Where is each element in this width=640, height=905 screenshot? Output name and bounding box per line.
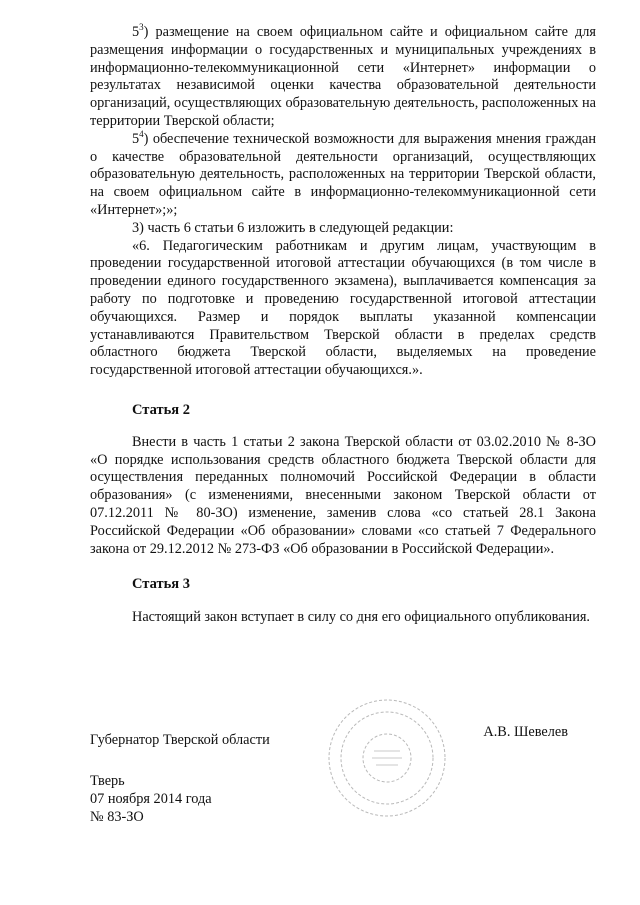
article-2-heading: Статья 2 [132, 401, 190, 418]
quote-part-6: «6. Педагогическим работникам и другим лицам, участвующим в проведении государственной итоговой аттестации обучающихся (в том числе в проведении единого государственного экзамена), выплачивается компенсация за работу по подготовке и проведению государственной итоговой аттестации обучающихся. Размер и порядок выплаты указанной компенсации устанавливаются Правительством Тверской области в пределах средств областного бюджета Тверской области, выделяемых на проведение государственной итоговой аттестации обучающихся.». [90, 237, 596, 379]
item-5-4-sup: 4 [139, 128, 144, 139]
article-3-text: Настоящий закон вступает в силу со дня его официального опубликования. [132, 609, 590, 626]
item-5-4-number: 5 [132, 130, 140, 147]
document-footer [90, 773, 212, 826]
signature-row [90, 724, 596, 752]
footer-law-number: № 83-ЗО [90, 808, 144, 825]
item-5-3-text: ) размещение на своем официальном сайте и официальном сайте для размещения информации о государственных и муниципальных учреждениях в информационно-телекоммуникационной сети «Интернет» информации о результатах независимой оценки качества образовательной деятельности организаций, осуществляющих образовательную деятельность, расположенных на территории Тверской области; [90, 24, 596, 129]
item-5-3-sup: 3 [139, 22, 144, 32]
item-5-4 [90, 128, 596, 220]
item-3: 3) часть 6 статьи 6 изложить в следующей редакции: [132, 219, 454, 236]
item-5-4-text: ) обеспечение технической возможности для выражения мнения граждан о качестве образовательной деятельности организаций, осуществляющих образовательную деятельность, расположенных на территории Тверской области, на своем официальном сайте в информационно-телекоммуникационной сети «Интернет»;»; [90, 130, 596, 218]
article-3-heading: Статья 3 [132, 576, 190, 593]
governor-name: А.В. Шевелев [483, 724, 568, 740]
item-5-3-number: 5 [132, 24, 140, 40]
article-2-text: Внести в часть 1 статьи 2 закона Тверской области от 03.02.2010 № 8-ЗО «О порядке использования средств областного бюджета Тверской области для осуществления переданных полномочий Российской Федерации в области образования» (с изменениями, внесенными законом Тверской области от 07.12.2011 № 80-ЗО) изменение, заменив слова «со статьей 28.1 Закона Российской Федерации «Об образовании» словами «со статьей 7 Федерального закона от 29.12.2012 № 273-ФЗ «Об образовании в Российской Федерации». [90, 433, 596, 557]
governor-title: Губернатор Тверской области [90, 732, 270, 748]
footer-city: Тверь [90, 773, 125, 789]
document-body [90, 24, 596, 627]
footer-date: 07 ноября 2014 года [90, 790, 212, 807]
item-5-3 [90, 24, 596, 131]
official-seal-stamp [322, 693, 452, 823]
